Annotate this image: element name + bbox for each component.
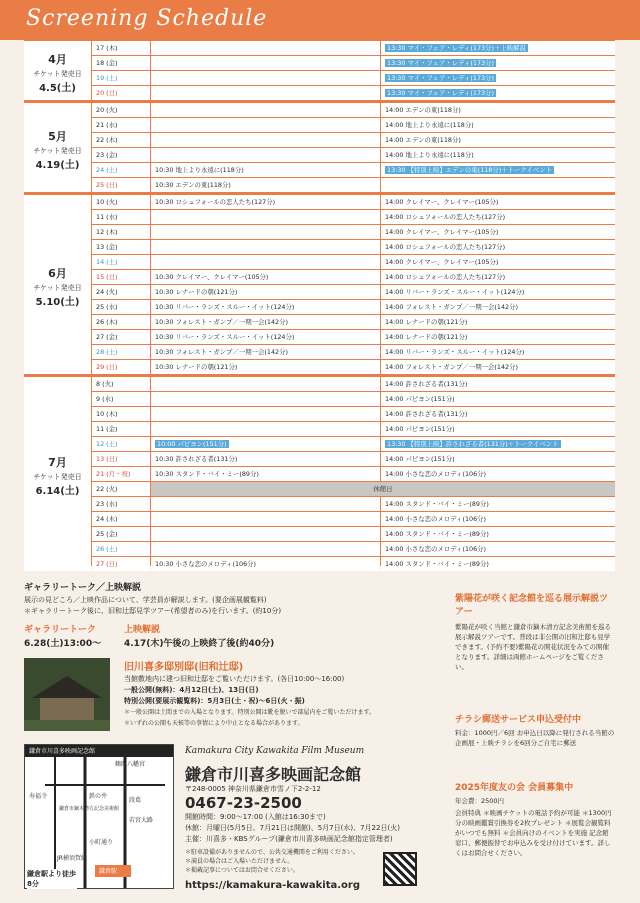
morning-cell [151, 41, 380, 55]
schedule-row [92, 527, 615, 541]
afternoon-cell: 13:30 【特別上映】エデンの東(118分)＋トークイベント [381, 163, 615, 177]
day-cell: 13 (金) [92, 240, 150, 254]
schedule-row [92, 315, 615, 329]
day-cell: 27 (金) [92, 330, 150, 344]
day-cell: 26 (木) [92, 315, 150, 329]
afternoon-cell: 14:00 ロシュフォールの恋人たち(127分) [381, 210, 615, 224]
museum-url[interactable]: https://kamakura-kawakita.org [185, 880, 361, 891]
schedule-row [92, 163, 615, 177]
museum-notes: ＊駐車設備がありませんので、公共交通機関をご利用ください。 ＊満員の場合はご入場いただけません。 ＊掲載記事についてはお問合せください。 [185, 849, 359, 874]
afternoon-cell: 14:00 スタンド・バイ・ミー(89分) [381, 497, 615, 511]
afternoon-cell: 14:00 許されざる者(131分) [381, 377, 615, 391]
screening-talk-date: 4.17(木)午後の上映終了後(約40分) [124, 639, 275, 649]
schedule-row [92, 407, 615, 421]
day-cell: 11 (金) [92, 422, 150, 436]
afternoon-cell: 14:00 フォレスト・ガンプ／一期一会(142分) [381, 300, 615, 314]
schedule-row [92, 133, 615, 147]
day-cell: 9 (水) [92, 392, 150, 406]
schedule-row [92, 240, 615, 254]
day-cell: 22 (木) [92, 133, 150, 147]
morning-cell [151, 71, 380, 85]
month-label: 5月 チケット発売日 4.19(土) [24, 103, 91, 192]
schedule-row [92, 225, 615, 239]
morning-cell: 10:30 フォレスト・ガンプ／一期一会(142分) [151, 315, 380, 329]
day-cell: 12 (木) [92, 225, 150, 239]
schedule-row [92, 103, 615, 117]
house-photo [24, 658, 110, 731]
schedule-row [92, 437, 615, 451]
member-text: 会員特典 ＊映画チケットの電話予約が可能 ＊1300円分の映画鑑賞引換券を2枚プレゼント ＊展覧会観覧料がいつでも無料 ＊会員向けのイベントを実施 記念館窓口、郵便振替でお申込みを受け付けています。詳しくはお問合せください。 [455, 809, 612, 857]
day-cell: 15 (日) [92, 270, 150, 284]
morning-cell [151, 225, 380, 239]
morning-cell [151, 497, 380, 511]
day-cell: 25 (日) [92, 178, 150, 192]
day-cell: 19 (土) [92, 71, 150, 85]
morning-cell [151, 542, 380, 556]
schedule-row [92, 377, 615, 391]
morning-cell: 10:30 クレイマー、クレイマー(105分) [151, 270, 380, 284]
afternoon-cell: 14:00 小さな恋のメロディ(106分) [381, 512, 615, 526]
morning-cell: 10:30 レナードの朝(121分) [151, 285, 380, 299]
day-cell: 20 (日) [92, 86, 150, 100]
page-title: Screening Schedule [26, 6, 268, 31]
schedule-row [92, 41, 615, 55]
afternoon-cell: 14:00 エデンの東(118分) [381, 103, 615, 117]
tour-text: 紫陽花が咲く当館と鎌倉市鏑木清方記念美術館を巡る展示解説ツアーです。普段は非公開の旧和辻邸も見学できます。(予約不要)紫陽花の開花状況をみての開催となります。詳細は両館ホームページをご覧ください。 [455, 623, 611, 671]
day-cell: 8 (火) [92, 377, 150, 391]
schedule-row [92, 360, 615, 374]
afternoon-cell: 14:00 地上より永遠に(118分) [381, 118, 615, 132]
schedule-row [92, 557, 615, 571]
afternoon-cell: 14:00 小さな恋のメロディ(106分) [381, 542, 615, 556]
schedule-row [92, 56, 615, 70]
afternoon-cell: 14:00 レナードの朝(121分) [381, 330, 615, 344]
schedule-row [92, 71, 615, 85]
afternoon-cell: 14:00 リバー・ランズ・スルー・イット(124分) [381, 285, 615, 299]
afternoon-cell: 14:00 クレイマー、クレイマー(105分) [381, 255, 615, 269]
month-label: 7月 チケット発売日 6.14(土) [24, 377, 91, 571]
schedule-row [92, 300, 615, 314]
schedule-row [92, 392, 615, 406]
day-cell: 29 (日) [92, 360, 150, 374]
afternoon-cell: 13:30 マイ・フェア・レディ(173分) [381, 71, 615, 85]
gallery-text: 展示の見どころ／上映作品について、学芸員が解説します。(要企画展観覧料) ＊ギャラリートーク後に、旧和辻邸見学ツアー(希望者のみ)を行います。(約10分) [24, 596, 282, 615]
afternoon-cell: 14:00 レナードの朝(121分) [381, 315, 615, 329]
museum-info: 開館時間：9:00～17:00 (入館は16:30まで) 休館：月曜日(5月5日、7月21日は開館)、5月7日(水)、7月22日(火) 主催：川喜多・KBSグループ(鎌倉市川喜多映画記念館指定管理者) [185, 813, 400, 843]
day-cell: 21 (月・祝) [92, 467, 150, 481]
afternoon-cell: 14:00 スタンド・バイ・ミー(89分) [381, 557, 615, 571]
schedule-row [92, 345, 615, 359]
member-fee: 年会費：2500円 [455, 797, 505, 805]
afternoon-cell: 13:30 マイ・フェア・レディ(173分)＋上映解説 [381, 41, 615, 55]
day-cell: 14 (土) [92, 255, 150, 269]
morning-cell: 10:30 小さな恋のメロディ(106分) [151, 557, 380, 571]
day-cell: 25 (金) [92, 527, 150, 541]
morning-cell: 10:30 スタンド・バイ・ミー(89分) [151, 467, 380, 481]
gallery-talk-label: ギャラリートーク [24, 625, 97, 635]
tour-heading: 紫陽花が咲く記念館を巡る展示解説ツアー [455, 594, 609, 617]
morning-cell: 10:30 リバー・ランズ・スルー・イット(124分) [151, 330, 380, 344]
month-label: 4月 チケット発売日 4.5(土) [24, 41, 91, 100]
mail-heading: チラシ郵送サービス申込受付中 [455, 715, 582, 725]
museum-tel[interactable]: 0467-23-2500 [185, 794, 302, 812]
schedule-row [92, 452, 615, 466]
schedule-row [92, 285, 615, 299]
museum-name-en: Kamakura City Kawakita Film Museum [185, 746, 365, 756]
schedule-row [92, 195, 615, 209]
morning-cell [151, 56, 380, 70]
day-cell: 24 (火) [92, 285, 150, 299]
afternoon-cell: 14:00 パピヨン(151分) [381, 422, 615, 436]
mail-text: 料金：1000円／6回 お申込日以降に発行される当館の企画展・上映チラシを6回分ご自宅に郵送 [455, 729, 615, 747]
morning-cell: 10:00 パピヨン(151分) [151, 437, 380, 451]
morning-cell [151, 512, 380, 526]
afternoon-cell: 13:30 マイ・フェア・レディ(173分) [381, 86, 615, 100]
gallery-heading: ギャラリートーク／上映解説 [24, 583, 142, 593]
afternoon-cell: 14:00 地上より永遠に(118分) [381, 148, 615, 162]
afternoon-cell: 14:00 ロシュフォールの恋人たち(127分) [381, 270, 615, 284]
day-cell: 28 (土) [92, 345, 150, 359]
schedule-row [92, 497, 615, 511]
afternoon-cell: 14:00 フォレスト・ガンプ／一期一会(142分) [381, 360, 615, 374]
morning-cell: 10:30 リバー・ランズ・スルー・イット(124分) [151, 300, 380, 314]
museum-address: 〒248-0005 神奈川県鎌倉市雪ノ下2-2-12 [185, 785, 321, 793]
day-cell: 25 (水) [92, 300, 150, 314]
day-cell: 23 (金) [92, 148, 150, 162]
house-text: 当館敷地内に建つ旧和辻邸をご覧いただけます。(各日10:00～16:00) 一般公開(無料)：4月12日(土)、13日(日) 特別公開(要展示観覧料)：5月3日(土・祝)～6日(火・振) ＊一般公開は土間までの入場となります。特別公開は靴を脱いで部屋内をご覧いただけます。 ＊いずれの公開も天候等の事情により中止となる場合があります。 [124, 675, 376, 727]
schedule-row [92, 512, 615, 526]
morning-cell: 10:30 許されざる者(131分) [151, 452, 380, 466]
day-cell: 27 (日) [92, 557, 150, 571]
day-cell: 13 (日) [92, 452, 150, 466]
day-cell: 10 (火) [92, 195, 150, 209]
morning-cell [151, 255, 380, 269]
morning-cell [151, 527, 380, 541]
afternoon-cell: 14:00 クレイマー、クレイマー(105分) [381, 195, 615, 209]
day-cell: 10 (木) [92, 407, 150, 421]
day-cell: 20 (火) [92, 103, 150, 117]
morning-cell [151, 407, 380, 421]
schedule-table [24, 40, 615, 566]
morning-cell [151, 86, 380, 100]
morning-cell [151, 422, 380, 436]
day-cell: 24 (土) [92, 163, 150, 177]
morning-cell [151, 148, 380, 162]
afternoon-cell: 14:00 パピヨン(151分) [381, 452, 615, 466]
schedule-row [92, 148, 615, 162]
afternoon-cell [381, 178, 615, 192]
morning-cell [151, 103, 380, 117]
day-cell: 17 (木) [92, 41, 150, 55]
schedule-row [92, 422, 615, 436]
screening-talk-label: 上映解説 [124, 625, 161, 635]
afternoon-cell: 14:00 許されざる者(131分) [381, 407, 615, 421]
schedule-row [92, 118, 615, 132]
afternoon-cell: 14:00 エデンの東(118分) [381, 133, 615, 147]
afternoon-cell: 14:00 リバー・ランズ・スルー・イット(124分) [381, 345, 615, 359]
qr-code[interactable] [383, 852, 417, 886]
morning-cell: 10:30 エデンの東(118分) [151, 178, 380, 192]
house-heading: 旧川喜多邸別邸(旧和辻邸) [124, 662, 244, 673]
afternoon-cell: 14:00 スタンド・バイ・ミー(89分) [381, 527, 615, 541]
morning-cell [151, 133, 380, 147]
schedule-row [92, 255, 615, 269]
closed-cell: 休館日 [151, 482, 615, 496]
month-label: 6月 チケット発売日 5.10(土) [24, 195, 91, 374]
day-cell: 24 (木) [92, 512, 150, 526]
schedule-row [92, 178, 615, 192]
afternoon-cell: 14:00 小さな恋のメロディ(106分) [381, 467, 615, 481]
morning-cell: 10:30 地上より永遠に(118分) [151, 163, 380, 177]
schedule-row [92, 86, 615, 100]
day-cell: 12 (土) [92, 437, 150, 451]
day-cell: 21 (水) [92, 118, 150, 132]
schedule-row [92, 482, 615, 496]
access-map: 鎌倉市川喜多映画記念館 鶴岡八幡宮 寿福寺 鉄の井 鎌倉市鏑木清方記念美術館 若宮大路 小町通り JR横須賀線 段葛 鎌倉駅 鎌倉駅より徒歩8分 [24, 744, 174, 889]
day-cell: 23 (水) [92, 497, 150, 511]
day-cell: 26 (土) [92, 542, 150, 556]
morning-cell [151, 392, 380, 406]
morning-cell: 10:30 ロシュフォールの恋人たち(127分) [151, 195, 380, 209]
afternoon-cell: 13:30 マイ・フェア・レディ(173分) [381, 56, 615, 70]
member-heading: 2025年度友の会 会員募集中 [455, 783, 574, 793]
schedule-row [92, 467, 615, 481]
schedule-row [92, 210, 615, 224]
morning-cell [151, 377, 380, 391]
afternoon-cell: 14:00 パピヨン(151分) [381, 392, 615, 406]
morning-cell [151, 240, 380, 254]
morning-cell [151, 118, 380, 132]
museum-name-jp: 鎌倉市川喜多映画記念館 [185, 765, 362, 784]
morning-cell: 10:30 フォレスト・ガンプ／一期一会(142分) [151, 345, 380, 359]
morning-cell [151, 210, 380, 224]
schedule-row [92, 542, 615, 556]
schedule-row [92, 270, 615, 284]
day-cell: 18 (金) [92, 56, 150, 70]
afternoon-cell: 14:00 ロシュフォールの恋人たち(127分) [381, 240, 615, 254]
afternoon-cell: 14:00 クレイマー、クレイマー(105分) [381, 225, 615, 239]
afternoon-cell: 13:30 【特別上映】許されざる者(131分)＋トークイベント [381, 437, 615, 451]
day-cell: 22 (火) [92, 482, 150, 496]
morning-cell: 10:30 レナードの朝(121分) [151, 360, 380, 374]
day-cell: 11 (水) [92, 210, 150, 224]
gallery-talk-date: 6.28(土)13:00～ [24, 639, 102, 649]
schedule-row [92, 330, 615, 344]
